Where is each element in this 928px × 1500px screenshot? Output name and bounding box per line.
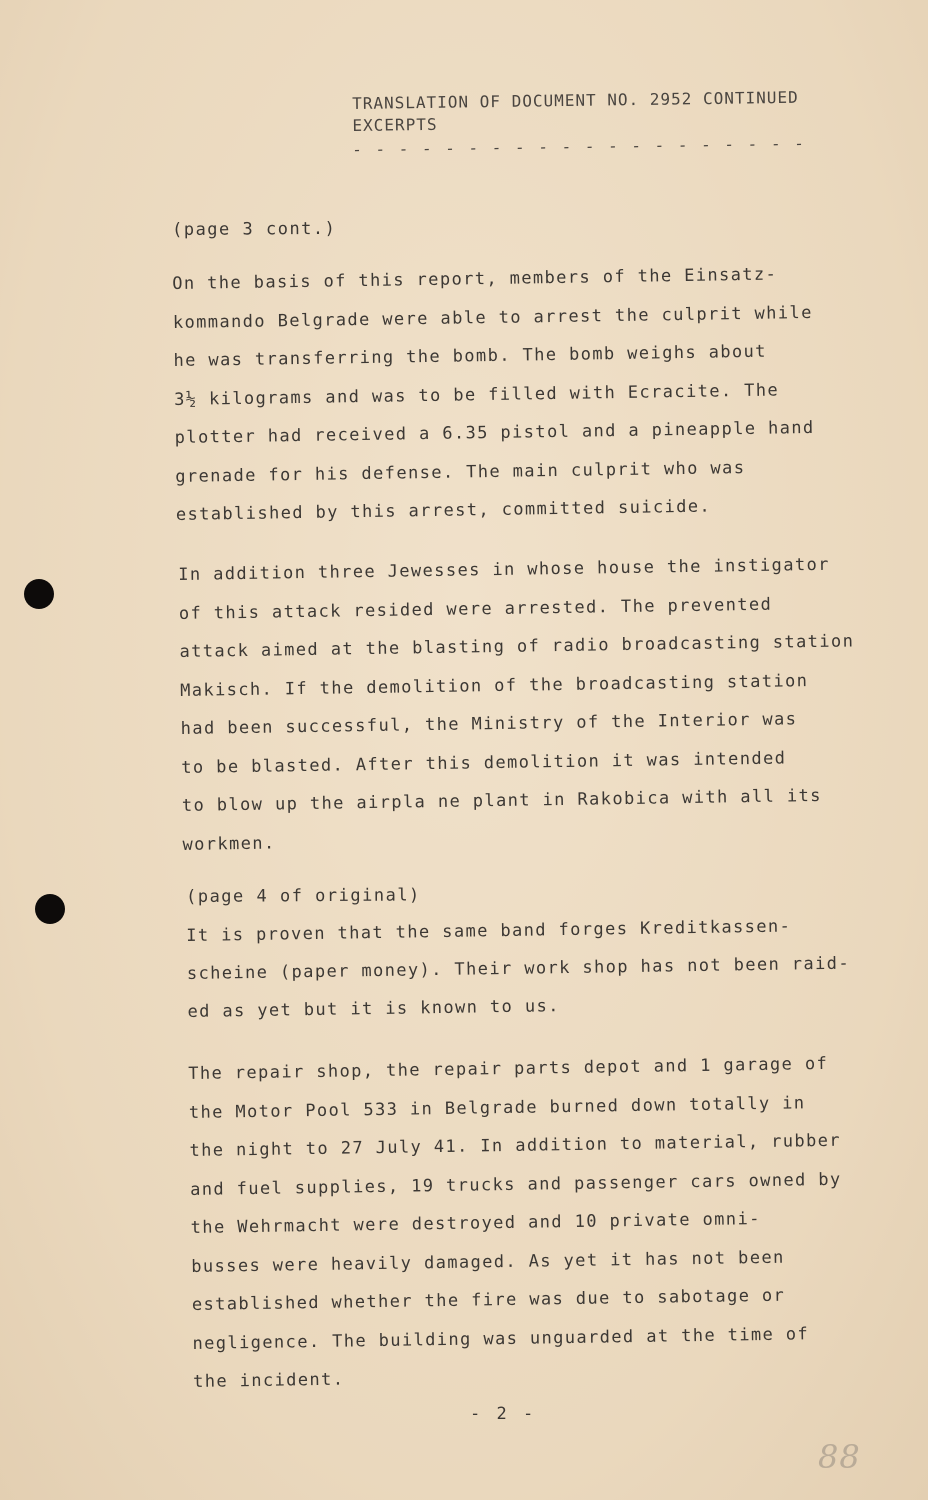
text-line: he was transferring the bomb. The bomb weighs about <box>173 341 767 371</box>
text-line: The repair shop, the repair parts depot and 1 garage of <box>188 1053 829 1084</box>
text-line: In addition three Jewesses in whose house the instigator <box>178 554 830 585</box>
document-header <box>352 87 799 137</box>
text-line: the night to 27 July 41. In addition to material, rubber <box>189 1130 842 1161</box>
paragraph-arrest <box>172 255 816 535</box>
text-line: grenade for his defense. The main culprit who was <box>175 457 746 487</box>
text-line: established whether the fire was due to sabotage or <box>191 1285 786 1315</box>
pencil-annotation: 88 <box>818 1438 861 1476</box>
text-line: 3½ kilograms and was to be filled with Ecracite. The <box>173 379 780 410</box>
text-line: Makisch. If the demolition of the broadcasting station <box>179 670 809 701</box>
text-line: to be blasted. After this demolition it was intended <box>181 747 787 778</box>
text-line: attack aimed at the blasting of radio broadcasting station <box>179 631 855 662</box>
punch-hole-top <box>24 579 54 609</box>
header-title: TRANSLATION OF DOCUMENT NO. 2952 CONTINUED <box>352 87 799 113</box>
paragraph-jewesses <box>178 545 858 864</box>
text-line: to blow up the airpla ne plant in Rakobica with all its <box>181 785 822 816</box>
text-line: ed as yet but it is known to us. <box>187 996 560 1022</box>
text-line: had been successful, the Ministry of the Interior was <box>180 709 798 739</box>
paragraph-motor-pool <box>188 1045 845 1402</box>
page-reference-1: (page 3 cont.) <box>172 218 337 240</box>
text-line: It is proven that the same band forges Kreditkassen- <box>186 916 792 946</box>
text-line: plotter had received a 6.35 pistol and a pineapple hand <box>174 417 815 448</box>
text-line: negligence. The building was unguarded at the time of <box>192 1323 810 1354</box>
page-number: - 2 - <box>470 1404 537 1424</box>
text-line: On the basis of this report, members of the Einsatz- <box>172 264 778 294</box>
text-line: the Motor Pool 533 in Belgrade burned down totally in <box>188 1092 806 1123</box>
paragraph-forgery <box>186 907 851 1031</box>
punch-hole-bottom <box>35 894 65 924</box>
text-line: workmen. <box>182 833 276 855</box>
page-reference-2: (page 4 of original) <box>186 885 421 907</box>
text-line: and fuel supplies, 19 trucks and passenger cars owned by <box>189 1169 842 1200</box>
header-rule: - - - - - - - - - - - - - - - - - - - - <box>352 133 806 159</box>
text-line: scheine (paper money). Their work shop has not been raid- <box>186 953 851 984</box>
text-line: busses were heavily damaged. As yet it has not been <box>191 1247 785 1277</box>
text-line: of this attack resided were arrested. The prevented <box>178 594 773 624</box>
text-line: established by this arrest, committed suicide. <box>175 496 712 525</box>
header-subtitle: EXCERPTS <box>352 114 438 135</box>
text-line: the Wehrmacht were destroyed and 10 private omni- <box>190 1209 761 1238</box>
text-line: the incident. <box>192 1369 345 1392</box>
text-line: kommando Belgrade were able to arrest the culprit while <box>172 302 813 333</box>
